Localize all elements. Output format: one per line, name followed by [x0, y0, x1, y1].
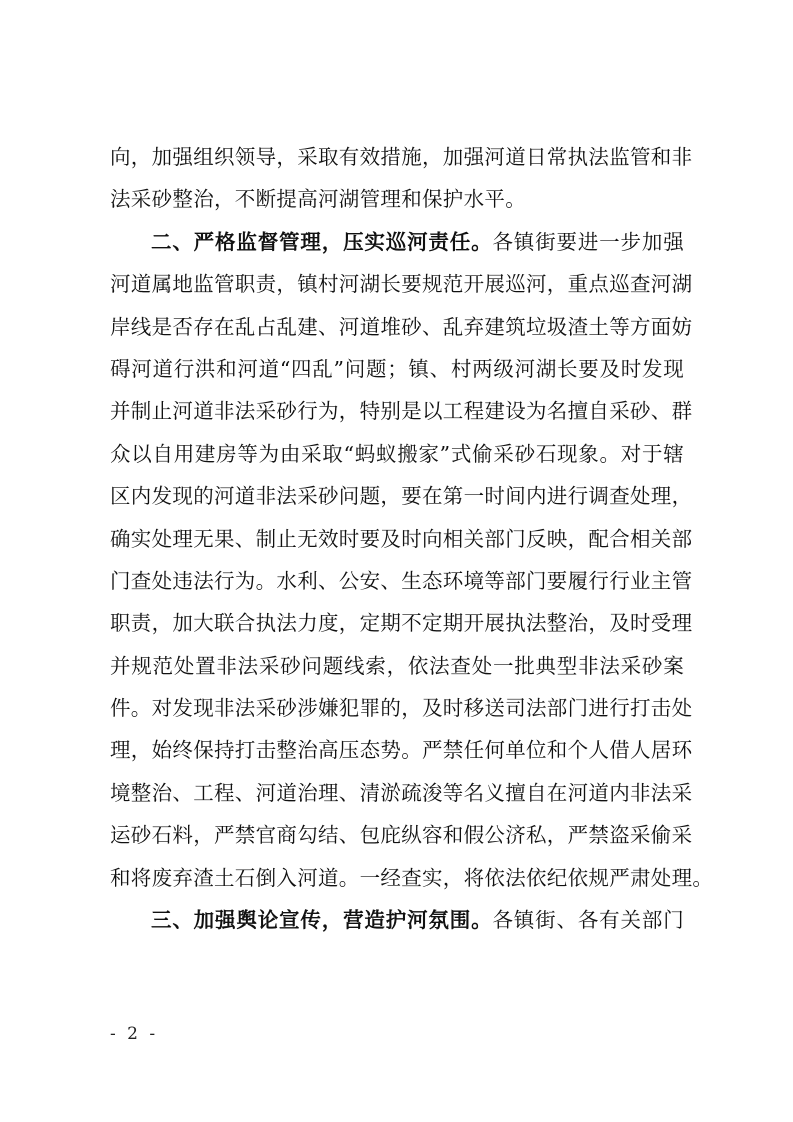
paragraph-2-line-1	[110, 221, 684, 263]
document-body	[110, 136, 714, 941]
section-heading-3: 三、加强舆论宣传，营造护河氛围。	[151, 908, 493, 933]
paragraph-2-line-11: 并规范处置非法采砂问题线索，依法查处一批典型非法采砂案	[110, 653, 684, 678]
paragraph-2-line-4: 碍河道行洪和河道“四乱”问题；镇、村两级河湖长要及时发现	[110, 356, 684, 381]
paragraph-2-line-6: 众以自用建房等为由采取“蚂蚁搬家”式偷采砂石现象。对于辖	[110, 441, 684, 466]
paragraph-2-line-9: 门查处违法行为。水利、公安、生态环境等部门要履行行业主管	[110, 568, 693, 593]
paragraph-1-line-2: 法采砂整治，不断提高河湖管理和保护水平。	[110, 187, 526, 212]
paragraph-3-line-1	[110, 899, 684, 941]
paragraph-2-line-10: 职责，加大联合执法力度，定期不定期开展执法整治，及时受理	[110, 611, 693, 636]
paragraph-2-line-5: 并制止河道非法采砂行为，特别是以工程建设为名擅自采砂、群	[110, 399, 693, 424]
paragraph-2-line-15: 运砂石料，严禁官商勾结、包庇纵容和假公济私，严禁盗采偷采	[110, 823, 693, 848]
paragraph-2-line-1-text: 各镇街要进一步加强	[492, 229, 684, 254]
paragraph-2-line-13: 理，始终保持打击整治高压态势。严禁任何单位和个人借人居环	[110, 738, 693, 763]
paragraph-2-line-16: 和将废弃渣土石倒入河道。一经查实，将依法依纪依规严肃处理。	[110, 865, 714, 890]
paragraph-2-line-7: 区内发现的河道非法采砂问题，要在第一时间内进行调查处理，	[110, 484, 693, 509]
paragraph-3-line-1-text: 各镇街、各有关部门	[492, 908, 684, 933]
page-number: - 2 -	[110, 1024, 159, 1044]
paragraph-2-line-3: 岸线是否存在乱占乱建、河道堆砂、乱弃建筑垃圾渣土等方面妨	[110, 314, 693, 339]
paragraph-2-line-14: 境整治、工程、河道治理、清淤疏浚等名义擅自在河道内非法采	[110, 780, 693, 805]
paragraph-2-line-8: 确实处理无果、制止无效时要及时向相关部门反映，配合相关部	[110, 526, 693, 551]
paragraph-2-line-12: 件。对发现非法采砂涉嫌犯罪的，及时移送司法部门进行打击处	[110, 696, 693, 721]
section-heading-2: 二、严格监督管理，压实巡河责任。	[151, 229, 493, 254]
paragraph-2-line-2: 河道属地监管职责，镇村河湖长要规范开展巡河，重点巡查河湖	[110, 272, 693, 297]
paragraph-1-line-1: 向，加强组织领导，采取有效措施，加强河道日常执法监管和非	[110, 145, 693, 169]
